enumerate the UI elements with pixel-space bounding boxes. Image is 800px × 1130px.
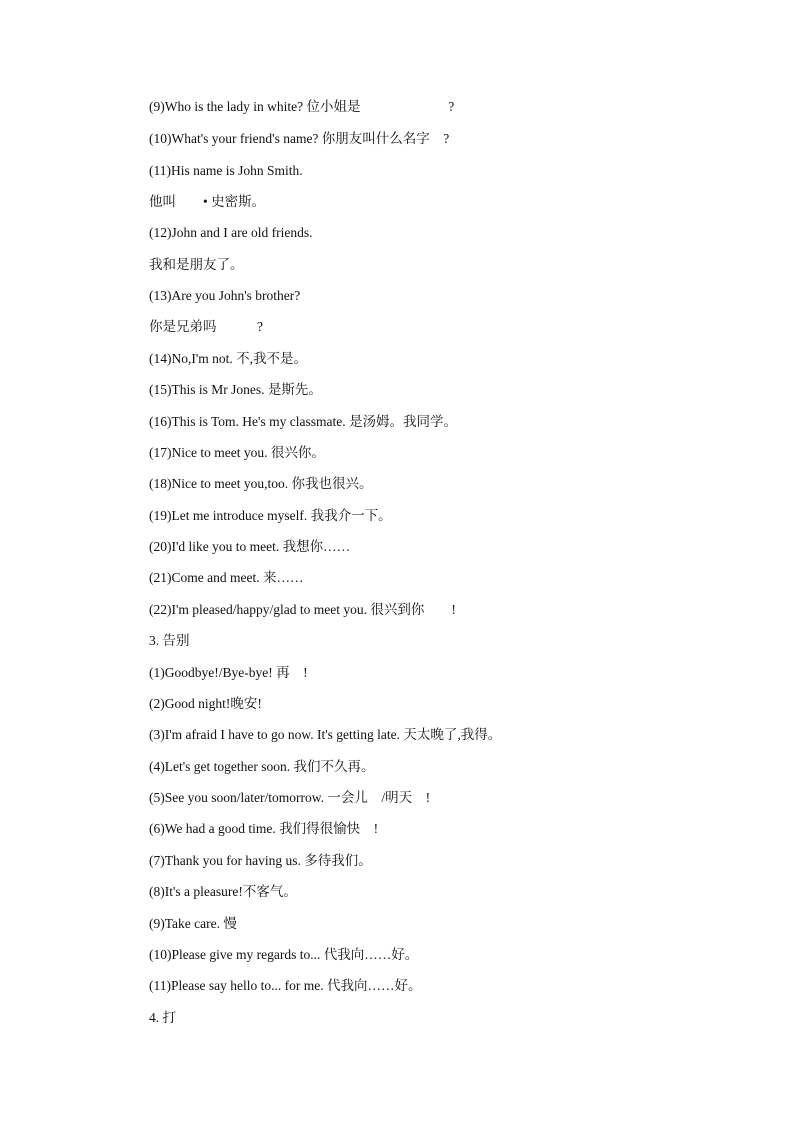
line-12: (17)Nice to meet you. 很兴你。 xyxy=(149,445,325,460)
line-22: (4)Let's get together soon. 我们不久再。 xyxy=(149,759,375,774)
line-02: (10)What's your friend's name? 你朋友叫什么名字 ? xyxy=(149,131,450,146)
line-19: (1)Goodbye!/Bye-bye! 再 ! xyxy=(149,665,308,680)
line-26: (8)It's a pleasure!不客气。 xyxy=(149,884,297,899)
line-15: (20)I'd like you to meet. 我想你…… xyxy=(149,539,351,554)
line-06: 我和是朋友了。 xyxy=(149,257,244,272)
line-08: 你是兄弟吗 ? xyxy=(149,319,263,334)
line-07: (13)Are you John's brother? xyxy=(149,288,301,303)
line-20: (2)Good night!晚安! xyxy=(149,696,262,711)
line-21: (3)I'm afraid I have to go now. It's getting late. 天太晚了,我得。 xyxy=(149,727,502,742)
line-16: (21)Come and meet. 来…… xyxy=(149,570,304,585)
line-28: (10)Please give my regards to... 代我向……好。 xyxy=(149,947,419,962)
line-11: (16)This is Tom. He's my classmate. 是汤姆。我同学。 xyxy=(149,414,457,429)
line-05: (12)John and I are old friends. xyxy=(149,225,313,240)
line-09: (14)No,I'm not. 不,我不是。 xyxy=(149,351,308,366)
line-30: 4. 打 xyxy=(149,1010,176,1025)
line-18: 3. 告别 xyxy=(149,633,190,648)
line-14: (19)Let me introduce myself. 我我介一下。 xyxy=(149,508,392,523)
line-17: (22)I'm pleased/happy/glad to meet you. 很兴到你 ! xyxy=(149,602,456,617)
line-25: (7)Thank you for having us. 多待我们。 xyxy=(149,853,372,868)
line-23: (5)See you soon/later/tomorrow. 一会儿 /明天 ! xyxy=(149,790,431,805)
line-10: (15)This is Mr Jones. 是斯先。 xyxy=(149,382,322,397)
line-27: (9)Take care. 慢 xyxy=(149,916,237,931)
line-29: (11)Please say hello to... for me. 代我向……好。 xyxy=(149,978,422,993)
line-01: (9)Who is the lady in white? 位小姐是 ? xyxy=(149,99,455,114)
line-03: (11)His name is John Smith. xyxy=(149,163,303,178)
line-24: (6)We had a good time. 我们得很愉快 ! xyxy=(149,821,379,836)
line-13: (18)Nice to meet you,too. 你我也很兴。 xyxy=(149,476,373,491)
line-04: 他叫 • 史密斯。 xyxy=(149,194,266,209)
